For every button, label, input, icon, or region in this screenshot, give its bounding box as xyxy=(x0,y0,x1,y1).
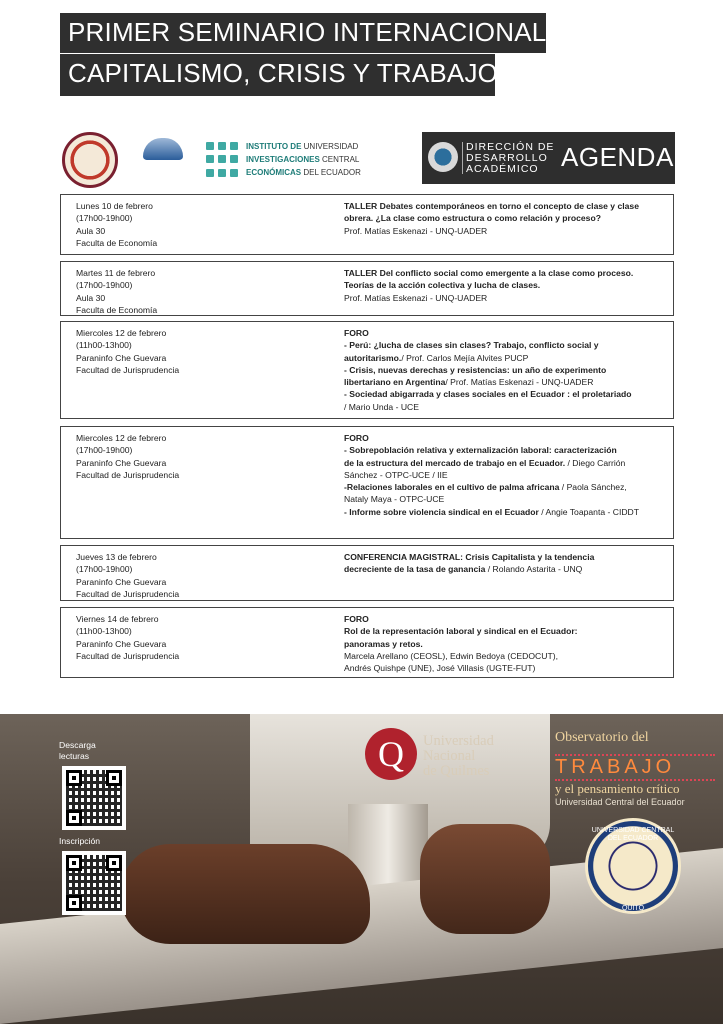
unq-logo xyxy=(365,728,525,788)
session-place: Paraninfo Che Guevara xyxy=(76,457,167,468)
session-faculty: Facultad de Jurisprudencia xyxy=(76,364,180,375)
download-readings-label: Descarga lecturas xyxy=(59,740,96,761)
session-content: CONFERENCIA MAGISTRAL: Crisis Capitalista y la tendencia decreciente de la tasa de ganancia / Rolando Astarita - UNQ xyxy=(344,552,595,575)
session-box xyxy=(60,261,674,316)
session-place: Aula 30 xyxy=(76,292,106,303)
session-content: FORO - Sobrepoblación relativa y externalización laboral: caracterización de la estructura del mercado de trabajo en el Ecuador. / Diego Carrión Sánchez - OTPC-UCE / IIE -Relaciones laborales en el cultivo de palma africana / Paola Sánchez, Nataly Maya - OTPC-UCE - Informe sobre violencia sindical en el Ecuador / Angie Toapanta - CIDDT xyxy=(344,433,640,517)
session-place: Aula 30 xyxy=(76,225,106,236)
social-sciences-faculty-logo xyxy=(138,134,188,186)
session-time: (17h00-19h00) xyxy=(76,280,133,291)
download-qr-code[interactable] xyxy=(62,766,126,830)
session-box xyxy=(60,321,674,419)
session-info xyxy=(76,432,326,481)
session-faculty: Facultad de Jurisprudencia xyxy=(76,650,180,661)
session-date: Viernes 14 de febrero xyxy=(76,614,159,624)
session-date: Miercoles 12 de febrero xyxy=(76,328,167,338)
session-faculty: Faculta de Economía xyxy=(76,304,158,315)
iie-logo-text: INSTITUTO DE UNIVERSIDAD INVESTIGACIONES CENTRAL ECONÓMICAS DEL ECUADOR xyxy=(246,142,361,177)
session-faculty: Faculta de Economía xyxy=(76,237,158,248)
session-box xyxy=(60,426,674,539)
session-info xyxy=(76,551,326,600)
session-time: (17h00-19h00) xyxy=(76,564,133,575)
session-info xyxy=(76,267,326,316)
session-time: (11h00-13h00) xyxy=(76,626,132,637)
wave-icon xyxy=(143,138,183,160)
session-box xyxy=(60,194,674,255)
agenda-title: AGENDA xyxy=(561,142,674,172)
dda-agenda-banner xyxy=(422,132,675,184)
session-time: (11h00-13h00) xyxy=(76,340,132,351)
signup-qr-code[interactable] xyxy=(62,851,126,915)
uce-emblem-icon xyxy=(428,142,458,172)
session-content: TALLER Debates contemporáneos en torno el concepto de clase y clase obrera. ¿La clase como estructura o como relación y proceso? Prof. Matías Eskenazi - UNQ-UADER xyxy=(344,201,639,236)
logos-row xyxy=(60,132,675,188)
title-line-2: CAPITALISMO, CRISIS Y TRABAJO xyxy=(60,54,495,96)
session-faculty: Facultad de Jurisprudencia xyxy=(76,469,180,480)
dots-icon xyxy=(206,142,240,178)
session-info xyxy=(76,613,326,662)
session-box xyxy=(60,545,674,601)
unq-q-icon: Q xyxy=(365,728,417,780)
session-date: Martes 11 de febrero xyxy=(76,268,156,278)
iie-logo xyxy=(206,140,376,182)
uce-seal-logo: UNIVERSIDAD CENTRAL DEL ECUADOR QUITO xyxy=(585,818,681,914)
session-info xyxy=(76,327,326,376)
title-line-1: PRIMER SEMINARIO INTERNACIONAL xyxy=(60,13,546,53)
session-place: Paraninfo Che Guevara xyxy=(76,352,167,363)
session-content: FORO Rol de la representación laboral y sindical en el Ecuador: panoramas y retos. Marcela Arellano (CEOSL), Edwin Bedoya (CEDOCUT), Andrés Quishpe (UNE), José Villasis (UGTE-FUT) xyxy=(344,614,578,674)
unq-name: Universidad Nacional de Quilmes xyxy=(423,733,494,779)
signup-label: Inscripción xyxy=(59,836,101,846)
session-date: Lunes 10 de febrero xyxy=(76,201,153,211)
session-date: Jueves 13 de febrero xyxy=(76,552,157,562)
dda-text: DIRECCIÓN DE DESARROLLO ACADÉMICO xyxy=(466,141,555,175)
session-box xyxy=(60,607,674,678)
session-content: TALLER Del conflicto social como emergente a la clase como proceso. Teorías de la acción colectiva y lucha de clases. Prof. Matías Eskenazi - UNQ-UADER xyxy=(344,268,634,303)
faculty-seal-logo xyxy=(62,132,118,188)
observatorio-logo: Observatorio del TRABAJO y el pensamiento crítico Universidad Central del Ecuador xyxy=(555,730,715,807)
session-faculty: Facultad de Jurisprudencia xyxy=(76,588,180,599)
session-place: Paraninfo Che Guevara xyxy=(76,638,167,649)
session-time: (17h00-19h00) xyxy=(76,445,133,456)
session-content: FORO - Perú: ¿lucha de clases sin clases? Trabajo, conflicto social y autoritarismo./ Prof. Carlos Mejía Alvites PUCP - Crisis, nuevas derechas y resistencias: un año de experimento libertariano en Argentina/ Prof. Matías Eskenazi - UNQ-UADER - Sociedad abigarrada y clases sociales en el Ecuador : el proletariado / Mario Unda - UCE xyxy=(344,328,632,412)
session-info xyxy=(76,200,326,249)
session-date: Miercoles 12 de febrero xyxy=(76,433,167,443)
session-place: Paraninfo Che Guevara xyxy=(76,576,167,587)
session-time: (17h00-19h00) xyxy=(76,213,133,224)
